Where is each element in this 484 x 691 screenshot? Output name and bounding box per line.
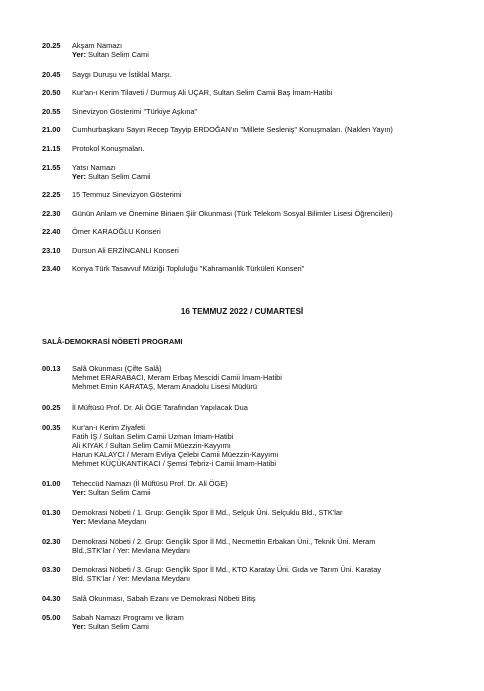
entry-line: Bld. STK'lar / Yer: Mevlana Meydanı — [72, 574, 191, 583]
entry-line: Konya Türk Tasavvuf Müziği Topluluğu "Kahramanlık Türküleri Konseri" — [72, 264, 305, 273]
entry-line: Sabah Namazı Programı ve İkram — [72, 613, 184, 622]
entry-time: 04.30 — [42, 594, 61, 603]
schedule-entry — [42, 227, 464, 236]
entry-body — [72, 537, 464, 555]
entry-location — [72, 172, 464, 181]
entry-time: 21.55 — [42, 163, 61, 172]
entry-line: 15 Temmuz Sinevizyon Gösterimi — [72, 190, 182, 199]
entry-time: 20.25 — [42, 41, 61, 50]
entry-time: 05.00 — [42, 613, 61, 622]
entry-body — [72, 613, 464, 631]
entry-body — [72, 479, 464, 497]
entry-line: İl Müftüsü Prof. Dr. Ali ÖGE Tarafından Yapılacak Dua — [72, 403, 248, 412]
entry-time: 00.35 — [42, 423, 61, 432]
schedule-entry — [42, 594, 464, 603]
entry-line: Kur'an-ı Kerim Tilaveti / Durmuş Ali UÇAR, Sultan Selim Camii Baş İmam-Hatibi — [72, 88, 333, 97]
schedule-entry — [42, 264, 464, 273]
entry-line: Sinevizyon Gösterimi "Türkiye Aşkına" — [72, 107, 198, 116]
entry-location — [72, 517, 464, 526]
schedule-entry — [42, 163, 464, 181]
entry-line: Dursun Ali ERZİNCANLI Konseri — [72, 246, 179, 255]
entry-body — [72, 246, 464, 255]
entry-body — [72, 144, 464, 153]
entry-body — [72, 163, 464, 181]
entry-line: Fatih İŞ / Sultan Selim Camii Uzman İmam-Hatibi — [72, 432, 234, 441]
entry-body — [72, 423, 464, 468]
entry-time: 22.30 — [42, 209, 61, 218]
entry-time: 03.30 — [42, 565, 61, 574]
date-heading: 16 TEMMUZ 2022 / CUMARTESİ — [180, 307, 304, 316]
schedule-entry — [42, 209, 464, 218]
entry-line: Teheccüd Namazı (İl Müftüsü Prof. Dr. Ali ÖGE) — [72, 479, 228, 488]
entry-line: Cumhurbaşkanı Sayın Recep Tayyip ERDOĞAN'ın "Millete Sesleniş" Konuşmaları. (Naklen Yayın) — [72, 125, 393, 134]
entry-time: 00.25 — [42, 403, 61, 412]
entry-time: 00.13 — [42, 364, 61, 373]
schedule-entry — [42, 246, 464, 255]
schedule-entry — [42, 537, 464, 555]
entry-line: Mehmet ERARABACI, Meram Erbaş Mescidi Camii İmam-Hatibi — [72, 373, 282, 382]
entry-location — [72, 50, 464, 59]
schedule-entry — [42, 125, 464, 134]
entry-body — [72, 125, 464, 134]
location-value: Mevlana Meydanı — [88, 517, 147, 526]
entry-body — [72, 565, 464, 583]
entry-time: 20.55 — [42, 107, 61, 116]
entry-body — [72, 364, 464, 391]
entry-time: 22.40 — [42, 227, 61, 236]
location-value: Sultan Selim Cami — [88, 50, 149, 59]
entry-time: 01.00 — [42, 479, 61, 488]
location-value: Sultan Selim Camii — [88, 488, 151, 497]
entry-body — [72, 88, 464, 97]
entry-body — [72, 190, 464, 199]
entry-line: Ömer KARAOĞLU Konseri — [72, 227, 161, 236]
entry-line: Demokrasi Nöbeti / 1. Grup: Gençlik Spor İl Md., Selçuk Üni. Selçuklu Bld., STK'lar — [72, 508, 343, 517]
entry-time: 20.50 — [42, 88, 61, 97]
entry-body — [72, 107, 464, 116]
entry-line: Bld.,STK'lar / Yer: Mevlana Meydanı — [72, 546, 191, 555]
entry-time: 01.30 — [42, 508, 61, 517]
entry-line: Ali KIYAK / Sultan Selim Camii Müezzin-Kayyımı — [72, 441, 231, 450]
entry-line: Saygı Duruşu ve İstiklal Marşı. — [72, 70, 172, 79]
entry-line: Mehmet KÜÇÜKANTİKACI / Şemsi Tebriz-i Camii İmam-Hatibi — [72, 459, 276, 468]
entry-body — [72, 264, 464, 273]
entry-line: Günün Anlam ve Önemine Binaen Şiir Okunması (Türk Telekom Sosyal Bilimler Lisesi Öğrencileri) — [72, 209, 393, 218]
entry-line: Harun KALAYCI / Meram Evliya Çelebi Camii Müezzin-Kayyımı — [72, 450, 279, 459]
entry-body — [72, 227, 464, 236]
entry-body — [72, 508, 464, 526]
schedule-entry — [42, 190, 464, 199]
location-label: Yer: — [72, 517, 86, 526]
entry-time: 20.45 — [42, 70, 61, 79]
schedule-entry — [42, 508, 464, 526]
schedule-entry — [42, 41, 464, 59]
entry-time: 23.10 — [42, 246, 61, 255]
location-label: Yer: — [72, 172, 86, 181]
location-label: Yer: — [72, 622, 86, 631]
entry-time: 02.30 — [42, 537, 61, 546]
entry-body — [72, 41, 464, 59]
entry-line: Yatsı Namazı — [72, 163, 116, 172]
entry-line: Demokrasi Nöbeti / 2. Grup: Gençlik Spor İl Md., Necmettin Erbakan Üni., Teknik Üni. Meram — [72, 537, 376, 546]
schedule-entry — [42, 364, 464, 391]
entry-body — [72, 209, 464, 218]
location-label: Yer: — [72, 50, 86, 59]
schedule-entry — [42, 88, 464, 97]
entry-location — [72, 488, 464, 497]
schedule-entry — [42, 613, 464, 631]
entry-line: Salâ Okunması (Çifte Salâ) — [72, 364, 162, 373]
entry-line: Protokol Konuşmaları. — [72, 144, 145, 153]
entry-time: 21.15 — [42, 144, 61, 153]
entry-body — [72, 594, 464, 603]
entry-line: Salâ Okunması, Sabah Ezanı ve Demokrasi Nöbeti Bitiş — [72, 594, 256, 603]
entry-line: Kur'an-ı Kerim Ziyafeti — [72, 423, 145, 432]
location-value: Sultan Selim Cami — [88, 622, 149, 631]
schedule-entry — [42, 479, 464, 497]
entry-body — [72, 403, 464, 412]
entry-line: Mehmet Emin KARATAŞ, Meram Anadolu Lisesi Müdürü — [72, 382, 257, 391]
schedule-entry — [42, 423, 464, 468]
entry-location — [72, 622, 464, 631]
entry-line: Akşam Namazı — [72, 41, 123, 50]
schedule-entry — [42, 144, 464, 153]
entry-time: 21.00 — [42, 125, 61, 134]
location-label: Yer: — [72, 488, 86, 497]
schedule-entry — [42, 70, 464, 79]
schedule-entry — [42, 107, 464, 116]
location-value: Sultan Selim Camii — [88, 172, 151, 181]
entry-line: Demokrasi Nöbeti / 3. Grup: Gençlik Spor İl Md., KTO Karatay Üni. Gıda ve Tarım Üni. Karatay — [72, 565, 382, 574]
schedule-entry — [42, 403, 464, 412]
entry-time: 23.40 — [42, 264, 61, 273]
schedule-entry — [42, 565, 464, 583]
section-title: SALÂ-DEMOKRASİ NÖBETİ PROGRAMI — [42, 337, 183, 346]
entry-time: 22.25 — [42, 190, 61, 199]
entry-body — [72, 70, 464, 79]
